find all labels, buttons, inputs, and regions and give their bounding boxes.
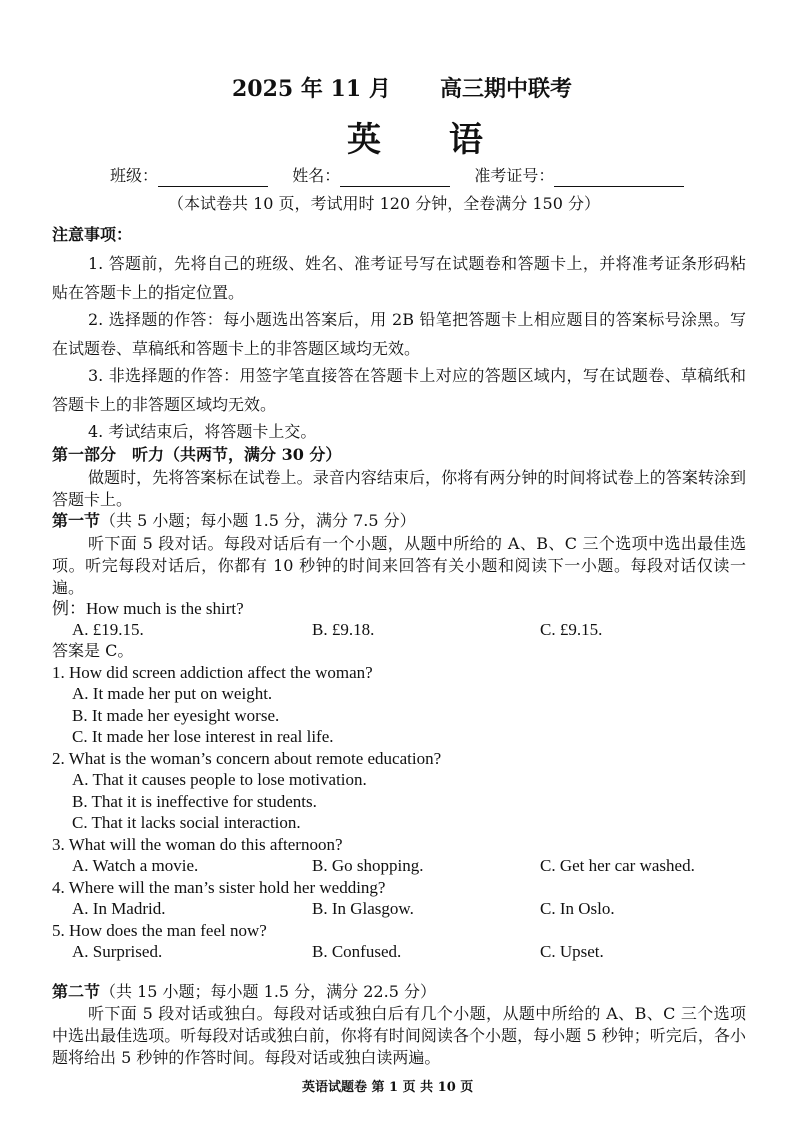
q5-option-a: A. Surprised. xyxy=(72,942,163,961)
note-item-1: 1. 答题前，先将自己的班级、姓名、准考证号写在试题卷和答题卡上，并将准考证条形码粘贴在答题卡上的指定位置。 xyxy=(52,254,746,302)
page-footer: 英语试题卷 第 1 页 共 10 页 xyxy=(302,1080,474,1095)
section2-intro: 听下面 5 段对话或独白。每段对话或独白后有几个小题，从题中所给的 A、B、C 三个选项中选出最佳选项。听每段对话或独白前，你将有时间阅读各个小题，每小题 5 秒钟；听完后，各小题将给出 5 秒钟的作答时间。每段对话或独白读两遍。 xyxy=(52,1004,746,1067)
note-item-3: 3. 非选择题的作答：用签字笔直接答在答题卡上对应的答题区域内，写在试题卷、草稿纸和答题卡上的非答题区域均无效。 xyxy=(52,366,746,414)
class-blank xyxy=(158,168,268,187)
example-option-b: B. £9.18. xyxy=(312,620,375,639)
example-option-c: C. £9.15. xyxy=(540,620,603,639)
section2-title-bold: 第二节 xyxy=(52,982,101,1001)
section2-title-rest: （共 15 小题；每小题 1.5 分，满分 22.5 分） xyxy=(100,982,436,1001)
exam-summary: （本试卷共 10 页，考试用时 120 分钟，全卷满分 150 分） xyxy=(168,194,600,213)
name-label: 姓名： xyxy=(292,166,341,185)
q1-option-c: C. It made her lose interest in real life. xyxy=(72,727,334,746)
notes-title: 注意事项： xyxy=(52,225,133,244)
q4-option-a: A. In Madrid. xyxy=(72,899,166,918)
q1-option-a: A. It made her put on weight. xyxy=(72,684,273,703)
question-4: 4. Where will the man’s sister hold her wedding? xyxy=(52,878,386,897)
q1-option-b: B. It made her eyesight worse. xyxy=(72,706,280,725)
example-question: 例：How much is the shirt? xyxy=(52,599,244,618)
name-blank xyxy=(340,168,450,187)
q2-option-a: A. That it causes people to lose motivation. xyxy=(72,770,367,789)
exam-date: 2025 年 11 月 xyxy=(232,76,391,102)
question-5: 5. How does the man feel now? xyxy=(52,921,267,940)
example-answer: 答案是 C。 xyxy=(52,641,134,660)
q3-option-b: B. Go shopping. xyxy=(312,856,424,875)
info-line xyxy=(110,165,684,187)
exam-name: 高三期中联考 xyxy=(440,76,573,102)
q3-option-a: A. Watch a movie. xyxy=(72,856,199,875)
section2-title xyxy=(52,981,436,1003)
part1-intro: 做题时，先将答案标在试卷上。录音内容结束后，你将有两分钟的时间将试卷上的答案转涂到答题卡上。 xyxy=(52,468,746,509)
q3-option-c: C. Get her car washed. xyxy=(540,856,695,875)
section1-title-rest: （共 5 小题；每小题 1.5 分，满分 7.5 分） xyxy=(100,511,416,530)
section1-title-bold: 第一节 xyxy=(52,511,101,530)
q4-option-b: B. In Glasgow. xyxy=(312,899,414,918)
note-item-2: 2. 选择题的作答：每小题选出答案后，用 2B 铅笔把答题卡上相应题目的答案标号涂黑。写在试题卷、草稿纸和答题卡上的非答题区域均无效。 xyxy=(52,310,746,358)
class-label: 班级： xyxy=(110,166,159,185)
q5-option-c: C. Upset. xyxy=(540,942,604,961)
question-1: 1. How did screen addiction affect the woman? xyxy=(52,663,373,682)
question-3: 3. What will the woman do this afternoon? xyxy=(52,835,343,854)
subject-title: 英 语 xyxy=(347,120,511,160)
section1-title xyxy=(52,510,416,532)
q4-option-c: C. In Oslo. xyxy=(540,899,615,918)
q2-option-b: B. That it is ineffective for students. xyxy=(72,792,317,811)
q2-option-c: C. That it lacks social interaction. xyxy=(72,813,301,832)
question-2: 2. What is the woman’s concern about remote education? xyxy=(52,749,442,768)
section1-intro: 听下面 5 段对话。每段对话后有一个小题，从题中所给的 A、B、C 三个选项中选出最佳选项。听完每段对话后，你都有 10 秒钟的时间来回答有关小题和阅读下一小题。每段对话仅读一遍。 xyxy=(52,534,746,597)
id-blank xyxy=(554,168,684,187)
example-option-a: A. £19.15. xyxy=(72,620,144,639)
part1-title: 第一部分 听力（共两节，满分 30 分） xyxy=(52,445,342,464)
note-item-4: 4. 考试结束后，将答题卡上交。 xyxy=(88,422,317,441)
id-label: 准考证号： xyxy=(474,166,555,185)
q5-option-b: B. Confused. xyxy=(312,942,402,961)
